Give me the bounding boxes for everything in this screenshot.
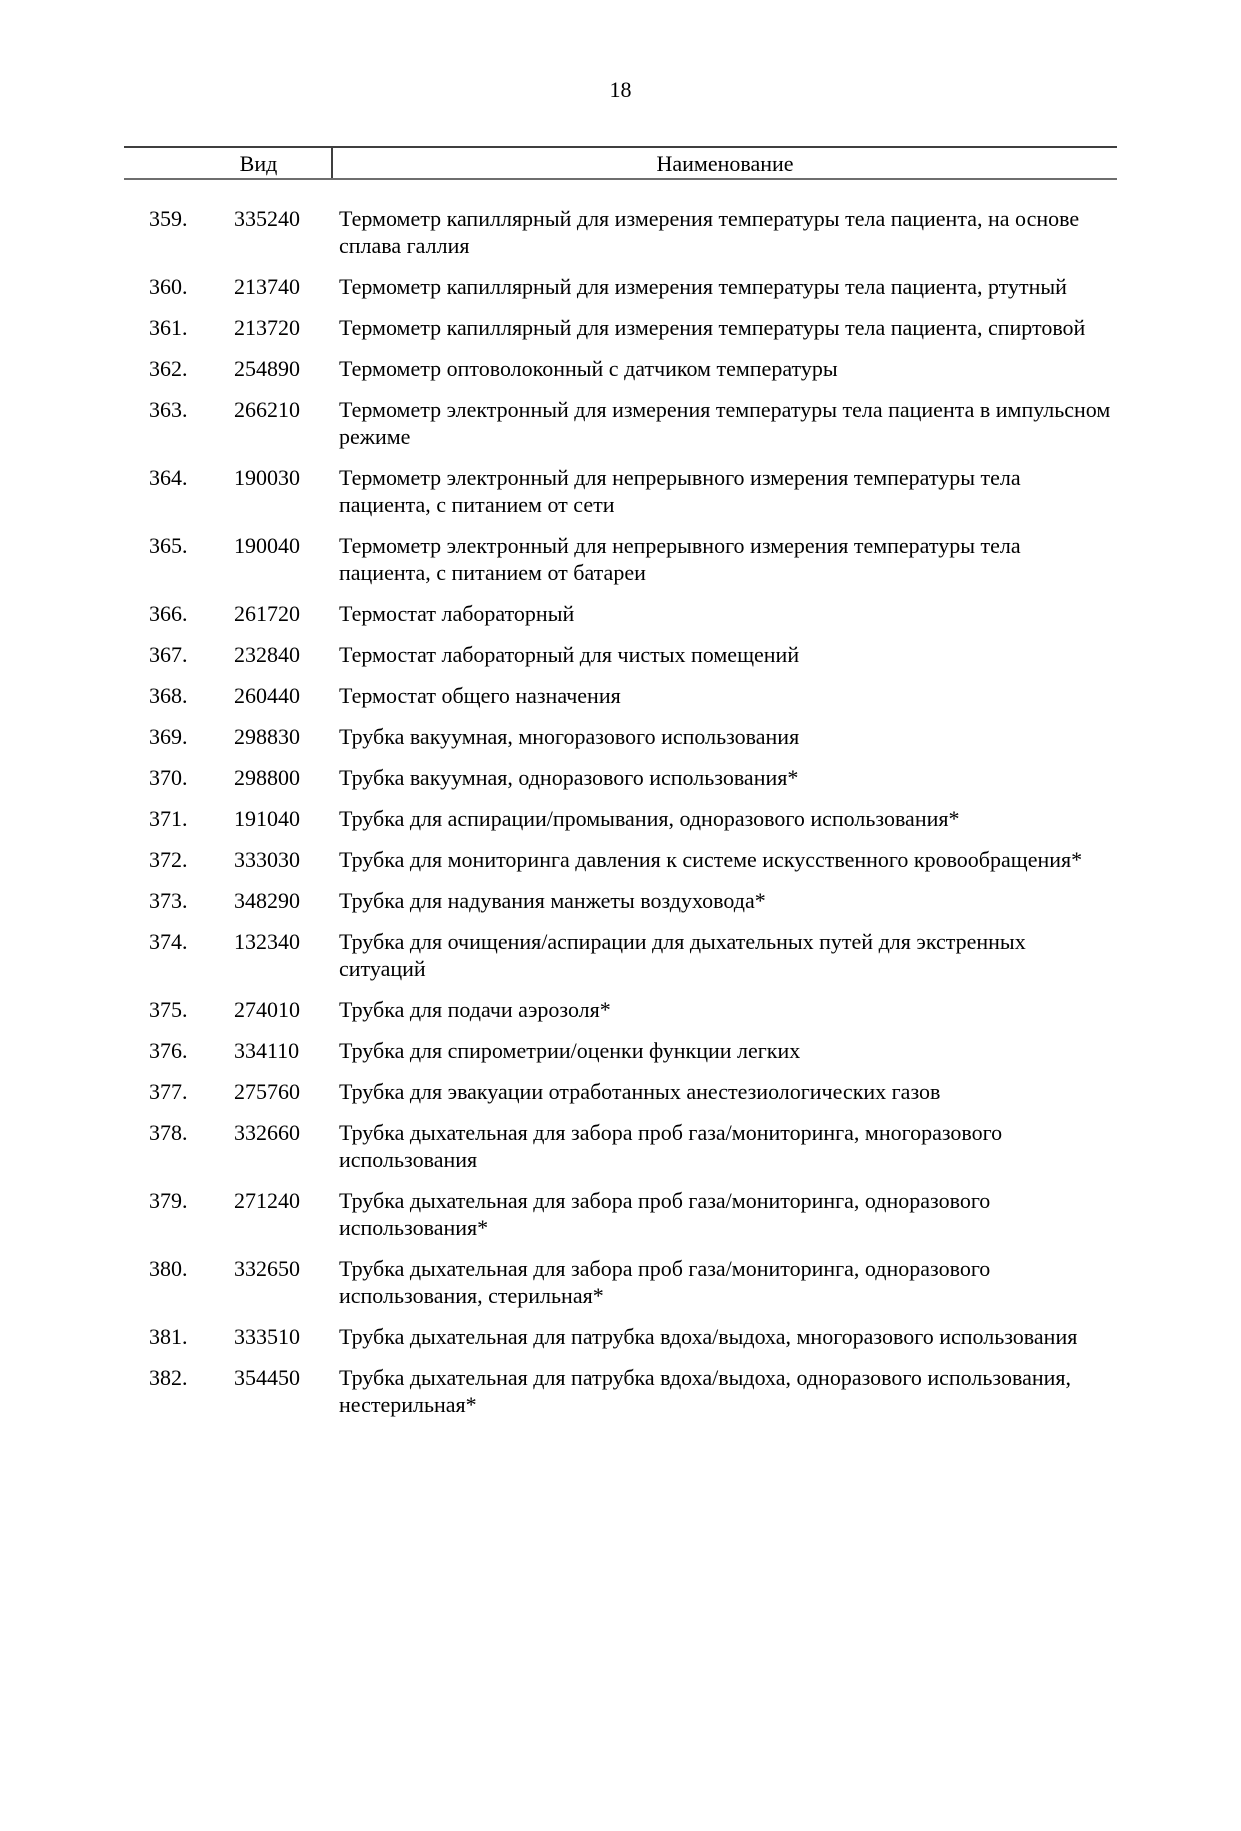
row-code: 232840	[234, 642, 300, 667]
row-number: 370.	[149, 765, 188, 790]
header-cell-name	[333, 148, 1117, 178]
row-name: Трубка для эвакуации отработанных анестезиологических газов	[339, 1079, 941, 1104]
row-name: Трубка дыхательная для забора проб газа/мониторинга, одноразового использования, стерильная*	[339, 1256, 991, 1308]
table-row	[124, 1364, 1117, 1418]
row-name: Термометр капиллярный для измерения температуры тела пациента, спиртовой	[339, 315, 1086, 340]
row-number: 382.	[149, 1365, 188, 1390]
row-code: 332660	[234, 1120, 300, 1145]
row-number: 374.	[149, 929, 188, 954]
row-name: Трубка дыхательная для забора проб газа/мониторинга, одноразового использования*	[339, 1188, 991, 1240]
row-number: 368.	[149, 683, 188, 708]
table-row	[124, 682, 1117, 709]
row-code: 190040	[234, 533, 300, 558]
table-row	[124, 887, 1117, 914]
row-name: Термометр электронный для измерения температуры тела пациента в импульсном режиме	[339, 397, 1111, 449]
table-row	[124, 396, 1117, 450]
table-row	[124, 532, 1117, 586]
row-code: 132340	[234, 929, 300, 954]
row-number: 362.	[149, 356, 188, 381]
row-code: 333030	[234, 847, 300, 872]
row-code: 266210	[234, 397, 300, 422]
table-header	[124, 146, 1117, 180]
row-name: Трубка дыхательная для забора проб газа/мониторинга, многоразового использования	[339, 1120, 1003, 1172]
row-number: 367.	[149, 642, 188, 667]
table-row	[124, 273, 1117, 300]
row-name: Термостат общего назначения	[339, 683, 621, 708]
row-code: 213740	[234, 274, 300, 299]
row-name: Трубка дыхательная для патрубка вдоха/выдоха, многоразового использования	[339, 1324, 1078, 1349]
row-code: 275760	[234, 1079, 300, 1104]
row-number: 381.	[149, 1324, 188, 1349]
row-code: 298830	[234, 724, 300, 749]
row-number: 378.	[149, 1120, 188, 1145]
page-number: 18	[609, 77, 632, 102]
row-name: Трубка для спирометрии/оценки функции легких	[339, 1038, 801, 1063]
document-page	[0, 76, 1241, 1831]
row-code: 333510	[234, 1324, 300, 1349]
row-name: Термометр капиллярный для измерения температуры тела пациента, на основе сплава галлия	[339, 206, 1080, 258]
row-number: 379.	[149, 1188, 188, 1213]
table-row	[124, 928, 1117, 982]
table-row	[124, 805, 1117, 832]
row-name: Трубка вакуумная, одноразового использования*	[339, 765, 799, 790]
row-number: 373.	[149, 888, 188, 913]
row-name: Трубка вакуумная, многоразового использования	[339, 724, 800, 749]
table-row	[124, 723, 1117, 750]
row-code: 254890	[234, 356, 300, 381]
header-vid-label: Вид	[239, 150, 278, 176]
row-name: Трубка для мониторинга давления к системе искусственного кровообращения*	[339, 847, 1083, 872]
row-number: 359.	[149, 206, 188, 231]
table-row	[124, 641, 1117, 668]
table-row	[124, 1078, 1117, 1105]
row-name: Трубка для очищения/аспирации для дыхательных путей для экстренных ситуаций	[339, 929, 1026, 981]
row-code: 190030	[234, 465, 300, 490]
row-name: Трубка для аспирации/промывания, одноразового использования*	[339, 806, 960, 831]
table-row	[124, 1187, 1117, 1241]
table-row	[124, 314, 1117, 341]
row-number: 363.	[149, 397, 188, 422]
row-code: 274010	[234, 997, 300, 1022]
table-row	[124, 764, 1117, 791]
row-code: 354450	[234, 1365, 300, 1390]
row-code: 332650	[234, 1256, 300, 1281]
row-number: 364.	[149, 465, 188, 490]
row-code: 335240	[234, 206, 300, 231]
row-name: Трубка для надувания манжеты воздуховода*	[339, 888, 766, 913]
table-row	[124, 600, 1117, 627]
table-body	[124, 180, 1117, 1418]
table-row	[124, 464, 1117, 518]
row-name: Термостат лабораторный для чистых помещений	[339, 642, 800, 667]
row-name: Трубка для подачи аэрозоля*	[339, 997, 611, 1022]
row-code: 213720	[234, 315, 300, 340]
row-number: 365.	[149, 533, 188, 558]
row-number: 360.	[149, 274, 188, 299]
row-number: 371.	[149, 806, 188, 831]
row-number: 366.	[149, 601, 188, 626]
row-number: 376.	[149, 1038, 188, 1063]
table-row	[124, 205, 1117, 259]
row-code: 191040	[234, 806, 300, 831]
table-row	[124, 996, 1117, 1023]
row-code: 334110	[234, 1038, 300, 1063]
table-row	[124, 1037, 1117, 1064]
row-name: Термостат лабораторный	[339, 601, 575, 626]
header-cell-vid	[124, 148, 333, 178]
row-number: 380.	[149, 1256, 188, 1281]
row-code: 298800	[234, 765, 300, 790]
row-name: Термометр оптоволоконный с датчиком температуры	[339, 356, 838, 381]
row-code: 348290	[234, 888, 300, 913]
row-code: 261720	[234, 601, 300, 626]
row-code: 271240	[234, 1188, 300, 1213]
row-number: 372.	[149, 847, 188, 872]
row-code: 260440	[234, 683, 300, 708]
row-number: 377.	[149, 1079, 188, 1104]
row-number: 375.	[149, 997, 188, 1022]
row-number: 361.	[149, 315, 188, 340]
table-row	[124, 1323, 1117, 1350]
row-name: Термометр капиллярный для измерения температуры тела пациента, ртутный	[339, 274, 1067, 299]
table-row	[124, 1255, 1117, 1309]
table-row	[124, 846, 1117, 873]
row-number: 369.	[149, 724, 188, 749]
row-name: Термометр электронный для непрерывного измерения температуры тела пациента, с питанием от сети	[339, 465, 1021, 517]
table-row	[124, 355, 1117, 382]
row-name: Трубка дыхательная для патрубка вдоха/выдоха, одноразового использования, нестерильная*	[339, 1365, 1071, 1417]
row-name: Термометр электронный для непрерывного измерения температуры тела пациента, с питанием от батареи	[339, 533, 1021, 585]
table-row	[124, 1119, 1117, 1173]
header-name-label: Наименование	[656, 150, 794, 176]
